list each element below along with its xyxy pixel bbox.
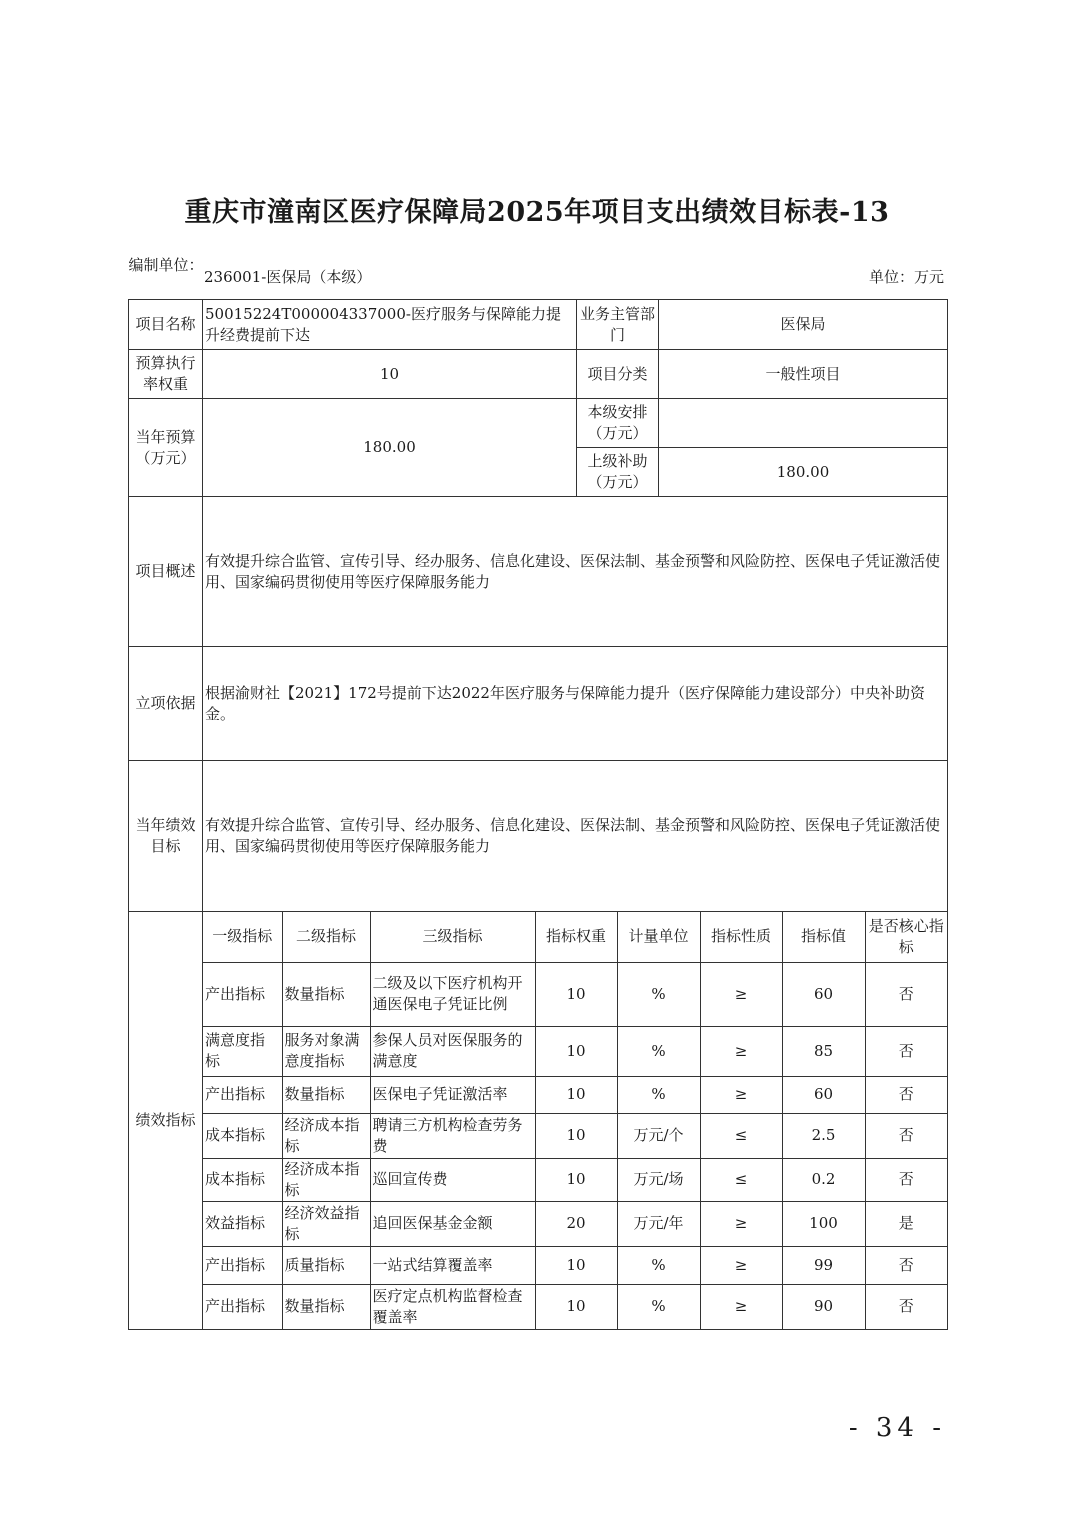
- indicator-unit: 万元/个: [617, 1113, 700, 1158]
- page-number: - 34 -: [848, 1413, 946, 1443]
- indicator-weight: 10: [535, 1026, 617, 1076]
- indicator-weight: 10: [535, 1284, 617, 1329]
- indicator-value: 2.5: [782, 1113, 865, 1158]
- indicators-header-row: [203, 912, 947, 962]
- indicators-cell: [203, 912, 948, 1330]
- org-value: 236001-医保局（本级）: [204, 268, 372, 286]
- header-level2: 二级指标: [282, 912, 370, 962]
- indicator-weight: 10: [535, 1246, 617, 1284]
- indicator-level1: 成本指标: [203, 1158, 282, 1201]
- project-name-value: 50015224T000004337000-医疗服务与保障能力提升经费提前下达: [203, 300, 577, 350]
- indicator-level3: 一站式结算覆盖率: [370, 1246, 535, 1284]
- indicator-level3: 二级及以下医疗机构开通医保电子凭证比例: [370, 962, 535, 1026]
- indicator-unit: 万元/场: [617, 1158, 700, 1201]
- goal-label: 当年绩效目标: [129, 761, 203, 912]
- indicator-level1: 产出指标: [203, 1076, 282, 1113]
- indicator-unit: %: [617, 1026, 700, 1076]
- goal-value: 有效提升综合监管、宣传引导、经办服务、信息化建设、医保法制、基金预警和风险防控、医保电子凭证激活使用、国家编码贯彻使用等医疗保障服务能力: [203, 761, 948, 912]
- indicator-core: 否: [865, 1246, 947, 1284]
- indicator-level2: 经济效益指标: [282, 1201, 370, 1246]
- indicator-core: 否: [865, 1158, 947, 1201]
- indicator-row: [203, 1158, 947, 1201]
- indicator-level3: 巡回宣传费: [370, 1158, 535, 1201]
- indicator-unit: %: [617, 1076, 700, 1113]
- indicator-nature: ≥: [700, 1201, 782, 1246]
- overview-label: 项目概述: [129, 497, 203, 647]
- indicator-level1: 成本指标: [203, 1113, 282, 1158]
- indicator-nature: ≥: [700, 1076, 782, 1113]
- indicator-unit: %: [617, 1246, 700, 1284]
- indicator-level1: 效益指标: [203, 1201, 282, 1246]
- indicator-level3: 医疗定点机构监督检查覆盖率: [370, 1284, 535, 1329]
- indicator-level1: 满意度指标: [203, 1026, 282, 1076]
- indicators-table: [203, 912, 947, 1329]
- weight-label: 预算执行率权重: [129, 350, 203, 399]
- indicator-value: 90: [782, 1284, 865, 1329]
- indicator-level3: 聘请三方机构检查劳务费: [370, 1113, 535, 1158]
- category-value: 一般性项目: [659, 350, 948, 399]
- indicator-level2: 数量指标: [282, 1076, 370, 1113]
- indicator-row: [203, 1284, 947, 1329]
- indicator-value: 60: [782, 1076, 865, 1113]
- indicator-value: 99: [782, 1246, 865, 1284]
- indicator-value: 100: [782, 1201, 865, 1246]
- local-funding-value: [659, 399, 948, 448]
- indicator-level1: 产出指标: [203, 1246, 282, 1284]
- indicator-nature: ≤: [700, 1113, 782, 1158]
- indicator-nature: ≤: [700, 1158, 782, 1201]
- indicator-weight: 10: [535, 1158, 617, 1201]
- indicator-core: 否: [865, 1284, 947, 1329]
- indicator-level3: 追回医保基金金额: [370, 1201, 535, 1246]
- indicator-unit: %: [617, 962, 700, 1026]
- indicator-level2: 数量指标: [282, 1284, 370, 1329]
- header-level3: 三级指标: [370, 912, 535, 962]
- header-core: 是否核心指标: [865, 912, 947, 962]
- indicator-level1: 产出指标: [203, 1284, 282, 1329]
- indicator-row: [203, 1201, 947, 1246]
- indicator-core: 否: [865, 962, 947, 1026]
- indicator-unit: %: [617, 1284, 700, 1329]
- header-unit: 计量单位: [617, 912, 700, 962]
- header-nature: 指标性质: [700, 912, 782, 962]
- upper-funding-label: 上级补助（万元）: [577, 448, 659, 497]
- project-name-label: 项目名称: [129, 300, 203, 350]
- indicator-level2: 经济成本指标: [282, 1158, 370, 1201]
- budget-label: 当年预算（万元）: [129, 399, 203, 497]
- indicator-row: [203, 1246, 947, 1284]
- indicator-nature: ≥: [700, 1284, 782, 1329]
- indicator-row: [203, 1026, 947, 1076]
- document-title: 重庆市潼南区医疗保障局2025年项目支出绩效目标表-13: [184, 197, 890, 228]
- overview-value: 有效提升综合监管、宣传引导、经办服务、信息化建设、医保法制、基金预警和风险防控、医保电子凭证激活使用、国家编码贯彻使用等医疗保障服务能力: [203, 497, 948, 647]
- upper-funding-value: 180.00: [659, 448, 948, 497]
- indicator-value: 60: [782, 962, 865, 1026]
- indicator-value: 85: [782, 1026, 865, 1076]
- indicator-core: 否: [865, 1113, 947, 1158]
- indicator-weight: 10: [535, 1113, 617, 1158]
- budget-value: 180.00: [203, 399, 577, 497]
- dept-label: 业务主管部门: [577, 300, 659, 350]
- indicator-level1: 产出指标: [203, 962, 282, 1026]
- header-level1: 一级指标: [203, 912, 282, 962]
- indicator-weight: 10: [535, 1076, 617, 1113]
- indicator-row: [203, 962, 947, 1026]
- indicator-core: 是: [865, 1201, 947, 1246]
- indicator-weight: 20: [535, 1201, 617, 1246]
- org-label: 编制单位：: [128, 256, 204, 274]
- header-weight: 指标权重: [535, 912, 617, 962]
- indicator-nature: ≥: [700, 1246, 782, 1284]
- indicator-row: [203, 1113, 947, 1158]
- header-value: 指标值: [782, 912, 865, 962]
- indicator-level3: 医保电子凭证激活率: [370, 1076, 535, 1113]
- indicators-label: 绩效指标: [129, 912, 203, 1330]
- indicator-row: [203, 1076, 947, 1113]
- unit-label: 单位：万元: [868, 268, 944, 286]
- indicator-level2: 经济成本指标: [282, 1113, 370, 1158]
- basis-label: 立项依据: [129, 647, 203, 761]
- performance-table: [128, 299, 948, 1330]
- indicator-weight: 10: [535, 962, 617, 1026]
- indicator-level3: 参保人员对医保服务的满意度: [370, 1026, 535, 1076]
- indicator-value: 0.2: [782, 1158, 865, 1201]
- indicator-unit: 万元/年: [617, 1201, 700, 1246]
- indicator-nature: ≥: [700, 1026, 782, 1076]
- indicator-core: 否: [865, 1026, 947, 1076]
- indicator-nature: ≥: [700, 962, 782, 1026]
- category-label: 项目分类: [577, 350, 659, 399]
- dept-value: 医保局: [659, 300, 948, 350]
- basis-value: 根据渝财社【2021】172号提前下达2022年医疗服务与保障能力提升（医疗保障能力建设部分）中央补助资金。: [203, 647, 948, 761]
- local-funding-label: 本级安排（万元）: [577, 399, 659, 448]
- indicator-level2: 数量指标: [282, 962, 370, 1026]
- indicator-core: 否: [865, 1076, 947, 1113]
- indicator-level2: 服务对象满意度指标: [282, 1026, 370, 1076]
- weight-value: 10: [203, 350, 577, 399]
- indicator-level2: 质量指标: [282, 1246, 370, 1284]
